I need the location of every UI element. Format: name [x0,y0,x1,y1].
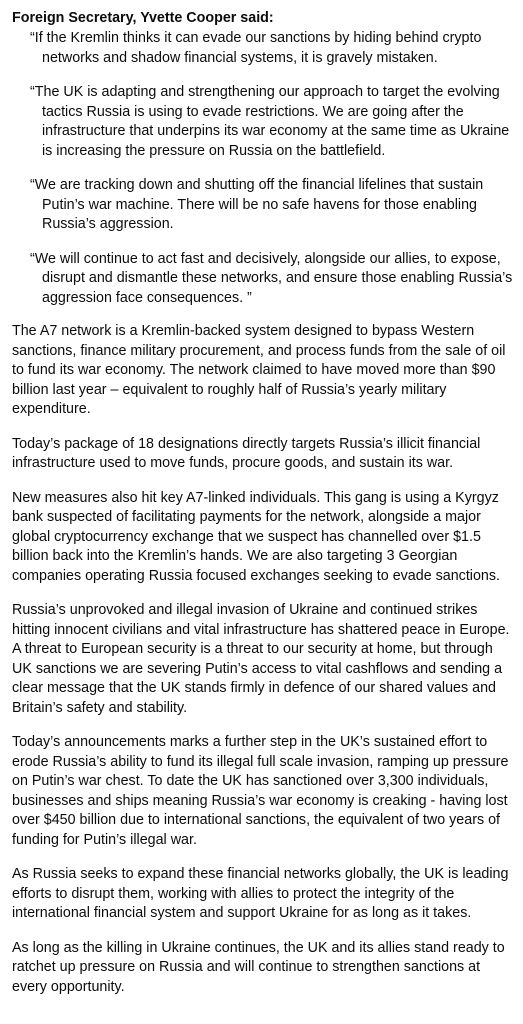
body-paragraph-new-measures: New measures also hit key A7-linked individuals. This gang is using a Kyrgyz bank suspected of facilitating payments for the network, alongside a major global cryptocurrency exchange that we suspect has channelled over $1.5 billion back into the Kremlin’s hands. We are also targeting 3 Georgian companies operating Russia focused exchanges seeking to evade sanctions. [12,489,500,584]
quote-block [12,29,515,308]
quote-paragraph-3: “We are tracking down and shutting off the financial lifelines that sustain Putin’s war machine. There will be no safe havens for those enabling Russia’s aggression. [30,177,484,232]
body-paragraph-designations: Today’s package of 18 designations directly targets Russia’s illicit financial infrastructure used to move funds, procure goods, and sustain its war. [12,435,481,471]
quote-paragraph-2: “The UK is adapting and strengthening our approach to target the evolving tactics Russia is using to evade restrictions. We are going after the infrastructure that underpins its war economy at the same time as Ukraine is increasing the pressure on Russia on the battlefield. [30,84,510,159]
body-paragraph-closing: As long as the killing in Ukraine continues, the UK and its allies stand ready to ratchet up pressure on Russia and will continue to strengthen sanctions at every opportunity. [12,939,505,995]
body-paragraph-invasion: Russia’s unprovoked and illegal invasion of Ukraine and continued strikes hitting innocent civilians and vital infrastructure has shattered peace in Europe. A threat to European security is a threat to our security at home, but through UK sanctions we are severing Putin’s access to vital cashflows and sending a clear message that the UK stands firmly in defence of our shared values and Britain’s safety and stability. [12,602,510,716]
quote-paragraph-1: “If the Kremlin thinks it can evade our sanctions by hiding behind crypto networks and shadow financial systems, it is gravely mistaken. [30,30,482,66]
quote-paragraph-4: “We will continue to act fast and decisively, alongside our allies, to expose, disrupt and dismantle these networks, and ensure those enabling Russia’s aggression face consequences. ” [30,250,513,306]
body-paragraph-a7-network: The A7 network is a Kremlin-backed system designed to bypass Western sanctions, finance military procurement, and process funds from the sale of oil to fund its war economy. The network claimed to have moved more than $90 billion last year – equivalent to roughly half of Russia’s yearly military expenditure. [12,323,506,417]
body-paragraph-announcements: Today’s announcements marks a further step in the UK’s sustained effort to erode Russia’s ability to fund its illegal full scale invasion, ramping up pressure on Putin’s war chest. To date the UK has sanctioned over 3,300 individuals, businesses and ships meaning Russia’s war economy is creaking - having lost over $450 billion due to international sanctions, the equivalent of two years of funding for Putin’s illegal war. [12,734,509,848]
speaker-heading: Foreign Secretary, Yvette Cooper said: [12,10,274,26]
body-paragraph-financial-networks: As Russia seeks to expand these financial networks globally, the UK is leading efforts to disrupt them, working with allies to protect the integrity of the international financial system and support Ukraine for as long as it takes. [12,866,509,921]
